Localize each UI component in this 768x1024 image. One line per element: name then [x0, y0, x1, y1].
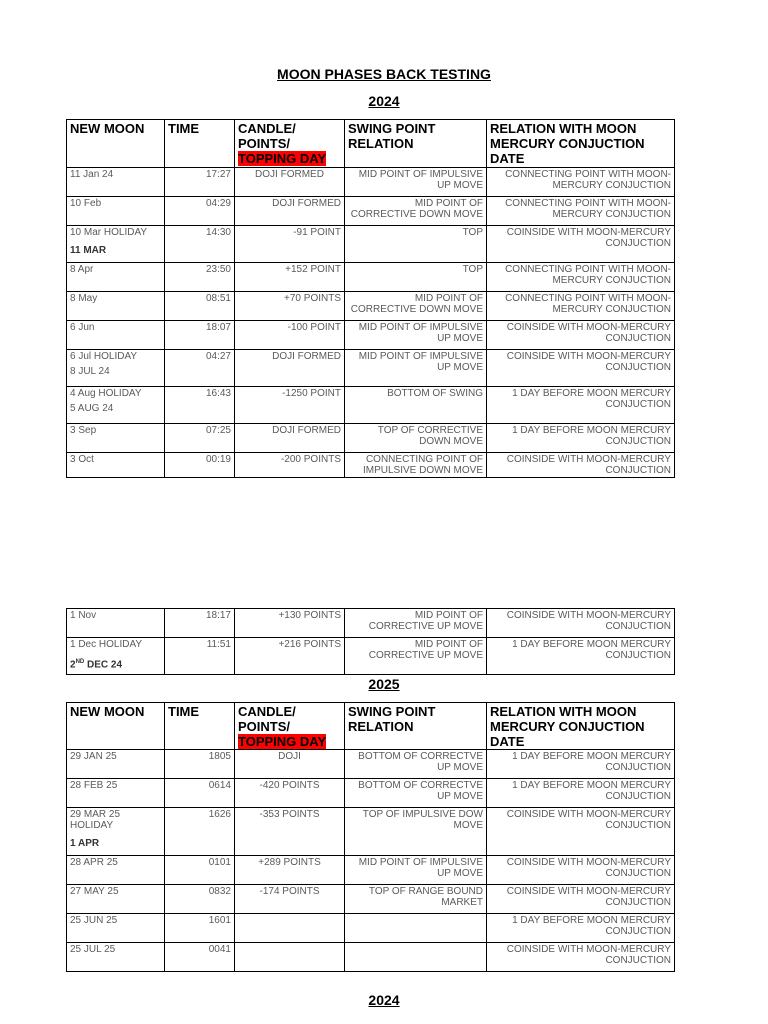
table-row: [67, 943, 675, 972]
header-candle-line2: POINTS/: [238, 719, 291, 734]
cell-swing: [345, 943, 487, 972]
cell-time: 0832: [165, 885, 235, 914]
cell-swing: MID POINT OF IMPULSIVE UP MOVE: [345, 350, 487, 387]
cell-new-moon-sub: [70, 657, 161, 670]
cell-relation: COINSIDE WITH MOON-MERCURY CONJUCTION: [487, 453, 675, 478]
sub-day-number: 2: [70, 659, 76, 671]
header-candle-line2: POINTS/: [238, 136, 291, 151]
cell-candle: -91 POINT: [235, 226, 345, 263]
cell-new-moon: 10 Feb: [67, 197, 165, 226]
cell-relation: CONNECTING POINT WITH MOON-MERCURY CONJUCTION: [487, 292, 675, 321]
cell-relation: COINSIDE WITH MOON-MERCURY CONJUCTION: [487, 856, 675, 885]
cell-swing: MID POINT OF CORRECTIVE UP MOVE: [345, 609, 487, 638]
cell-relation: 1 DAY BEFORE MOON MERCURY CONJUCTION: [487, 424, 675, 453]
table-row: [67, 750, 675, 779]
cell-candle: DOJI FORMED: [235, 424, 345, 453]
header-relation: RELATION WITH MOON MERCURY CONJUCTION DATE: [487, 120, 675, 168]
table-row: [67, 321, 675, 350]
header-swing: SWING POINT RELATION: [345, 120, 487, 168]
cell-new-moon: 8 May: [67, 292, 165, 321]
cell-candle: [235, 943, 345, 972]
table-row: [67, 424, 675, 453]
cell-swing: TOP OF CORRECTIVE DOWN MOVE: [345, 424, 487, 453]
cell-relation: CONNECTING POINT WITH MOON-MERCURY CONJUCTION: [487, 197, 675, 226]
cell-time: 18:17: [165, 609, 235, 638]
header-candle-line1: CANDLE/: [238, 121, 296, 136]
cell-relation: 1 DAY BEFORE MOON MERCURY CONJUCTION: [487, 387, 675, 424]
table-row: [67, 609, 675, 638]
cell-swing: TOP: [345, 226, 487, 263]
cell-relation: COINSIDE WITH MOON-MERCURY CONJUCTION: [487, 226, 675, 263]
cell-new-moon-date: 6 Jul HOLIDAY: [70, 351, 138, 362]
cell-new-moon-sub: 8 JUL 24: [70, 366, 110, 377]
cell-new-moon: 1 Nov: [67, 609, 165, 638]
cell-new-moon: 25 JUN 25: [67, 914, 165, 943]
header-candle-line1: CANDLE/: [238, 704, 296, 719]
header-candle: [235, 703, 345, 750]
cell-time: 0101: [165, 856, 235, 885]
cell-time: 00:19: [165, 453, 235, 478]
cell-new-moon: 11 Jan 24: [67, 168, 165, 197]
cell-candle: -353 POINTS: [235, 808, 345, 856]
moon-table-2024-continued: [66, 608, 675, 675]
moon-table-2025: [66, 702, 675, 972]
table-row: [67, 197, 675, 226]
header-new-moon: NEW MOON: [67, 120, 165, 168]
cell-relation: 1 DAY BEFORE MOON MERCURY CONJUCTION: [487, 779, 675, 808]
cell-time: 14:30: [165, 226, 235, 263]
cell-swing: MID POINT OF CORRECTIVE UP MOVE: [345, 638, 487, 675]
cell-new-moon: 25 JUL 25: [67, 943, 165, 972]
cell-new-moon-date: 1 Dec HOLIDAY: [70, 639, 143, 650]
cell-relation: 1 DAY BEFORE MOON MERCURY CONJUCTION: [487, 750, 675, 779]
cell-candle: +216 POINTS: [235, 638, 345, 675]
header-new-moon: NEW MOON: [67, 703, 165, 750]
header-swing: SWING POINT RELATION: [345, 703, 487, 750]
cell-candle: +70 POINTS: [235, 292, 345, 321]
cell-time: 1601: [165, 914, 235, 943]
cell-swing: MID POINT OF IMPULSIVE UP MOVE: [345, 856, 487, 885]
table-row: [67, 885, 675, 914]
header-time: TIME: [165, 703, 235, 750]
cell-swing: MID POINT OF IMPULSIVE UP MOVE: [345, 321, 487, 350]
cell-swing: MID POINT OF CORRECTIVE DOWN MOVE: [345, 292, 487, 321]
cell-swing: TOP OF RANGE BOUND MARKET: [345, 885, 487, 914]
cell-new-moon: 8 Apr: [67, 263, 165, 292]
table-row: [67, 914, 675, 943]
cell-new-moon-sub: 5 AUG 24: [70, 403, 114, 414]
cell-relation: COINSIDE WITH MOON-MERCURY CONJUCTION: [487, 321, 675, 350]
cell-candle: +152 POINT: [235, 263, 345, 292]
header-time: TIME: [165, 120, 235, 168]
cell-relation: COINSIDE WITH MOON-MERCURY CONJUCTION: [487, 350, 675, 387]
cell-swing: BOTTOM OF CORRECTVE UP MOVE: [345, 779, 487, 808]
cell-time: 18:07: [165, 321, 235, 350]
cell-swing: TOP: [345, 263, 487, 292]
cell-candle: +289 POINTS: [235, 856, 345, 885]
cell-new-moon: [67, 638, 165, 675]
cell-time: 04:29: [165, 197, 235, 226]
cell-time: 1626: [165, 808, 235, 856]
cell-candle: -100 POINT: [235, 321, 345, 350]
cell-new-moon-date: 4 Aug HOLIDAY: [70, 388, 142, 399]
table-row: [67, 168, 675, 197]
cell-candle: DOJI FORMED: [235, 197, 345, 226]
cell-new-moon: [67, 387, 165, 424]
cell-new-moon: [67, 226, 165, 263]
cell-swing: BOTTOM OF SWING: [345, 387, 487, 424]
cell-candle: +130 POINTS: [235, 609, 345, 638]
cell-relation: CONNECTING POINT WITH MOON-MERCURY CONJUCTION: [487, 263, 675, 292]
cell-candle: [235, 914, 345, 943]
cell-relation: 1 DAY BEFORE MOON MERCURY CONJUCTION: [487, 638, 675, 675]
cell-candle: -420 POINTS: [235, 779, 345, 808]
cell-swing: BOTTOM OF CORRECTVE UP MOVE: [345, 750, 487, 779]
cell-time: 07:25: [165, 424, 235, 453]
table-row: [67, 263, 675, 292]
cell-swing: [345, 914, 487, 943]
table-row: [67, 226, 675, 263]
header-candle: [235, 120, 345, 168]
cell-relation: COINSIDE WITH MOON-MERCURY CONJUCTION: [487, 609, 675, 638]
table-header-row: [67, 120, 675, 168]
cell-swing: TOP OF IMPULSIVE DOW MOVE: [345, 808, 487, 856]
cell-time: 0614: [165, 779, 235, 808]
table-row: [67, 856, 675, 885]
cell-relation: 1 DAY BEFORE MOON MERCURY CONJUCTION: [487, 914, 675, 943]
cell-new-moon-date: 29 MAR 25 HOLIDAY: [70, 809, 121, 831]
table-row: [67, 779, 675, 808]
cell-new-moon: 3 Sep: [67, 424, 165, 453]
cell-new-moon: 27 MAY 25: [67, 885, 165, 914]
header-topping-day: TOPPING DAY: [238, 151, 327, 166]
cell-time: 04:27: [165, 350, 235, 387]
cell-new-moon: 28 APR 25: [67, 856, 165, 885]
cell-candle: -174 POINTS: [235, 885, 345, 914]
table-row: [67, 292, 675, 321]
cell-time: 08:51: [165, 292, 235, 321]
cell-new-moon-date: 10 Mar HOLIDAY: [70, 227, 148, 238]
cell-time: 11:51: [165, 638, 235, 675]
cell-new-moon: 3 Oct: [67, 453, 165, 478]
cell-time: 0041: [165, 943, 235, 972]
cell-new-moon: 6 Jun: [67, 321, 165, 350]
table-row: [67, 808, 675, 856]
sub-day-month: DEC 24: [84, 659, 123, 671]
year-heading-2024: 2024: [368, 93, 400, 109]
cell-time: 17:27: [165, 168, 235, 197]
cell-time: 23:50: [165, 263, 235, 292]
cell-new-moon-sub: 1 APR: [70, 838, 100, 849]
cell-relation: COINSIDE WITH MOON-MERCURY CONJUCTION: [487, 885, 675, 914]
cell-new-moon: 28 FEB 25: [67, 779, 165, 808]
cell-swing: MID POINT OF CORRECTIVE DOWN MOVE: [345, 197, 487, 226]
cell-relation: COINSIDE WITH MOON-MERCURY CONJUCTION: [487, 943, 675, 972]
cell-swing: MID POINT OF IMPULSIVE UP MOVE: [345, 168, 487, 197]
cell-new-moon: 29 JAN 25: [67, 750, 165, 779]
table-row: [67, 350, 675, 387]
cell-new-moon-sub: 11 MAR: [70, 245, 107, 256]
header-relation: RELATION WITH MOON MERCURY CONJUCTION DATE: [487, 703, 675, 750]
cell-relation: CONNECTING POINT WITH MOON-MERCURY CONJUCTION: [487, 168, 675, 197]
cell-candle: -200 POINTS: [235, 453, 345, 478]
table-row: [67, 453, 675, 478]
cell-time: 1805: [165, 750, 235, 779]
table-row: [67, 638, 675, 675]
cell-new-moon: [67, 350, 165, 387]
cell-candle: -1250 POINT: [235, 387, 345, 424]
table-header-row: [67, 703, 675, 750]
page-title: MOON PHASES BACK TESTING: [277, 66, 491, 82]
cell-candle: DOJI: [235, 750, 345, 779]
year-heading-2025: 2025: [368, 676, 400, 692]
year-heading-2024-footer: 2024: [368, 992, 400, 1008]
header-topping-day: TOPPING DAY: [238, 734, 327, 749]
cell-candle: DOJI FORMED: [235, 350, 345, 387]
cell-relation: COINSIDE WITH MOON-MERCURY CONJUCTION: [487, 808, 675, 856]
cell-swing: CONNECTING POINT OF IMPULSIVE DOWN MOVE: [345, 453, 487, 478]
moon-table-2024: [66, 119, 675, 478]
cell-new-moon: [67, 808, 165, 856]
table-row: [67, 387, 675, 424]
sub-day-suffix: ND: [75, 659, 85, 665]
cell-time: 16:43: [165, 387, 235, 424]
cell-candle: DOJI FORMED: [235, 168, 345, 197]
